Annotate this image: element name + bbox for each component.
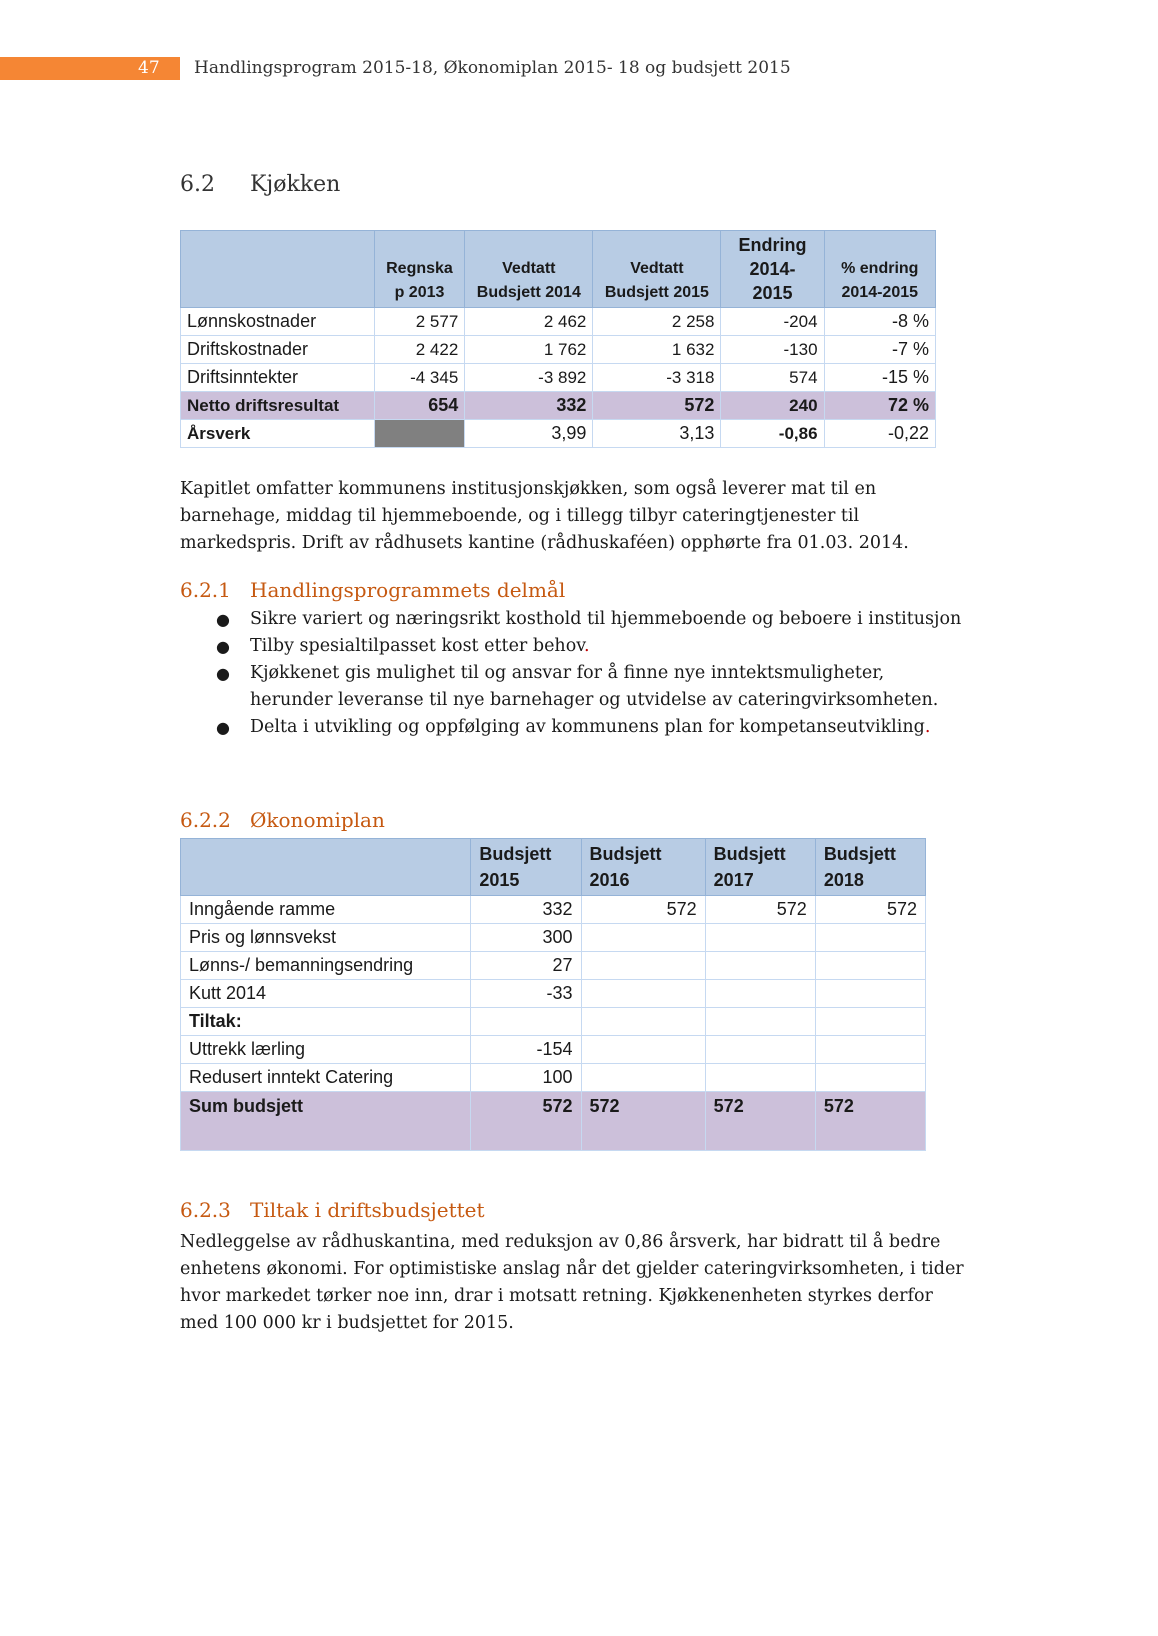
cell: -154: [471, 1036, 581, 1064]
row-label: Driftsinntekter: [181, 364, 375, 392]
subsection-heading-economy-plan: 6.2.2 Økonomiplan: [180, 808, 385, 832]
cell: 3,99: [465, 420, 593, 448]
cell: -3 892: [465, 364, 593, 392]
cell: -0,22: [824, 420, 935, 448]
kitchen-budget-table: [180, 230, 936, 448]
table-row: [181, 1036, 926, 1064]
row-label: Tiltak:: [181, 1008, 471, 1036]
table-row: [181, 308, 936, 336]
section-heading: [180, 172, 340, 197]
cell: -204: [721, 308, 824, 336]
cell: 2 422: [374, 336, 465, 364]
cell: 572: [705, 896, 815, 924]
list-item: ● Kjøkkenet gis mulighet til og ansvar for å finne nye inntektsmuligheter, herunder leveranse til nye barnehager og utvidelse av cateringvirksomheten.: [180, 660, 980, 714]
table-row: [181, 1064, 926, 1092]
row-label: Årsverk: [181, 420, 375, 448]
cell: 572: [815, 896, 925, 924]
section-number: 6.2: [180, 172, 215, 197]
cell: 2 258: [593, 308, 721, 336]
cell: 2 577: [374, 308, 465, 336]
row-label: Netto driftsresultat: [181, 392, 375, 420]
table-row-total: [181, 1092, 926, 1151]
cell: [705, 952, 815, 980]
cell: 572: [581, 896, 705, 924]
cell: [581, 1064, 705, 1092]
table-row: [181, 980, 926, 1008]
cell: -4 345: [374, 364, 465, 392]
cell: 1 632: [593, 336, 721, 364]
header-cell: Budsjett 2017: [705, 839, 815, 896]
cell: [815, 1036, 925, 1064]
cell: 572: [705, 1092, 815, 1151]
cell: [705, 924, 815, 952]
cell: 654: [374, 392, 465, 420]
economy-plan-table: [180, 838, 926, 1151]
cell: -33: [471, 980, 581, 1008]
cell: [815, 924, 925, 952]
measures-paragraph: Nedleggelse av rådhuskantina, med reduksjon av 0,86 årsverk, har bidratt til å bedre enhetens økonomi. For optimistiske anslag når det gjelder cateringvirksomheten, i tider hvor markedet tørker noe inn, drar i motsatt retning. Kjøkkenenheten styrkes derfor med 100 000 kr i budsjettet for 2015.: [180, 1232, 964, 1333]
cell: 572: [581, 1092, 705, 1151]
header-cell: Budsjett 2015: [471, 839, 581, 896]
table-row: [181, 952, 926, 980]
bullet-icon: ●: [216, 610, 230, 629]
cell: 574: [721, 364, 824, 392]
header-cell: [181, 839, 471, 896]
header-cell: [181, 231, 375, 308]
cell: [471, 1008, 581, 1036]
cell: 300: [471, 924, 581, 952]
header-cell: % endring 2014-2015: [824, 231, 935, 308]
bullet-icon: ●: [216, 718, 230, 737]
row-label: Inngående ramme: [181, 896, 471, 924]
header-cell: Budsjett 2018: [815, 839, 925, 896]
header-cell: Vedtatt Budsjett 2014: [465, 231, 593, 308]
row-label: Lønns-/ bemanningsendring: [181, 952, 471, 980]
subsection-heading-goals: 6.2.1 Handlingsprogrammets delmål: [180, 578, 566, 602]
table-header-row: [181, 839, 926, 896]
cell: [581, 980, 705, 1008]
cell: [815, 1008, 925, 1036]
table-row: [181, 924, 926, 952]
cell: [581, 952, 705, 980]
header-cell: Budsjett 2016: [581, 839, 705, 896]
cell: -0,86: [721, 420, 824, 448]
cell: 332: [471, 896, 581, 924]
table-row: [181, 364, 936, 392]
section-title: Kjøkken: [250, 172, 341, 197]
cell: 332: [465, 392, 593, 420]
running-title: Handlingsprogram 2015-18, Økonomiplan 2015- 18 og budsjett 2015: [194, 58, 791, 78]
cell: [581, 1036, 705, 1064]
cell: 27: [471, 952, 581, 980]
header-cell: Endring 2014- 2015: [721, 231, 824, 308]
cell: [705, 1064, 815, 1092]
header-cell: Vedtatt Budsjett 2015: [593, 231, 721, 308]
table-header-row: [181, 231, 936, 308]
cell: [705, 1008, 815, 1036]
cell: 1 762: [465, 336, 593, 364]
row-label: Driftskostnader: [181, 336, 375, 364]
bullet-icon: ●: [216, 637, 230, 656]
row-label: Redusert inntekt Catering: [181, 1064, 471, 1092]
cell: -7 %: [824, 336, 935, 364]
list-item: ● Sikre variert og næringsrikt kosthold til hjemmeboende og beboere i institusjon: [180, 606, 980, 633]
cell: -130: [721, 336, 824, 364]
cell-shaded: [374, 420, 465, 448]
cell: [815, 1064, 925, 1092]
cell: -15 %: [824, 364, 935, 392]
list-item: ● Delta i utvikling og oppfølging av kommunens plan for kompetanseutvikling.: [180, 714, 980, 741]
cell: 2 462: [465, 308, 593, 336]
row-label: Sum budsjett: [181, 1092, 471, 1151]
subsection-heading-measures: 6.2.3 Tiltak i driftsbudsjettet: [180, 1198, 485, 1222]
cell: [815, 980, 925, 1008]
cell: [815, 952, 925, 980]
row-label: Lønnskostnader: [181, 308, 375, 336]
list-item: ● Tilby spesialtilpasset kost etter behov.: [180, 633, 980, 660]
bullet-icon: ●: [216, 664, 230, 683]
cell: [581, 924, 705, 952]
cell: -3 318: [593, 364, 721, 392]
cell: 3,13: [593, 420, 721, 448]
cell: 72 %: [824, 392, 935, 420]
row-label: Kutt 2014: [181, 980, 471, 1008]
cell: [581, 1008, 705, 1036]
table-row: [181, 1008, 926, 1036]
page-number: 47: [138, 58, 160, 78]
cell: [705, 1036, 815, 1064]
row-label: Uttrekk lærling: [181, 1036, 471, 1064]
intro-paragraph: Kapitlet omfatter kommunens institusjonskjøkken, som også leverer mat til en barnehage, middag til hjemmeboende, og i tillegg tilbyr cateringtjenester til markedspris. Drift av rådhusets kantine (rådhuskaféen) opphørte fra 01.03. 2014.: [180, 479, 909, 553]
cell: [705, 980, 815, 1008]
goals-list: [180, 606, 980, 741]
cell: 572: [815, 1092, 925, 1151]
table-row-total: [181, 392, 936, 420]
cell: -8 %: [824, 308, 935, 336]
table-row: [181, 896, 926, 924]
row-label: Pris og lønnsvekst: [181, 924, 471, 952]
table-row: [181, 420, 936, 448]
cell: 240: [721, 392, 824, 420]
cell: 100: [471, 1064, 581, 1092]
table-row: [181, 336, 936, 364]
cell: 572: [593, 392, 721, 420]
header-cell: Regnska p 2013: [374, 231, 465, 308]
cell: 572: [471, 1092, 581, 1151]
